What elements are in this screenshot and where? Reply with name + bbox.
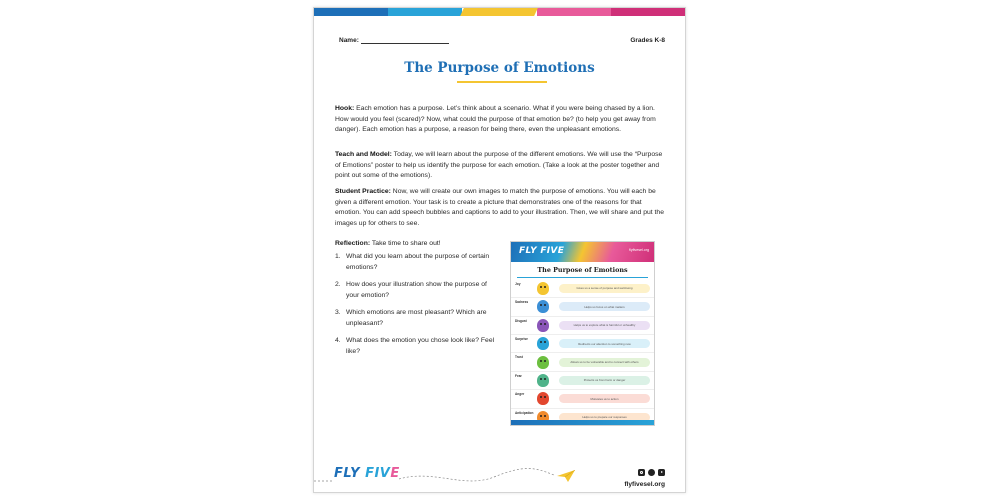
emotion-row — [511, 335, 654, 353]
practice-paragraph — [335, 187, 665, 229]
title-underline — [457, 81, 547, 83]
emotion-name: Surprise — [515, 336, 528, 341]
grades-label: Grades K-8 — [630, 37, 665, 44]
poster-footer-band — [511, 420, 654, 425]
emotion-purpose: Motivates us to action — [559, 394, 650, 403]
reflection-heading — [335, 239, 441, 249]
emotion-row — [511, 372, 654, 390]
question-item: 2. How does your illustration show the purpose of your emotion? — [335, 281, 487, 299]
social-links — [638, 469, 665, 476]
emotion-purpose: Helps us focus on what matters — [559, 302, 650, 311]
hook-label: Hook: — [335, 105, 355, 112]
reflection-label: Reflection: — [335, 240, 371, 247]
teach-label: Teach and Model: — [335, 151, 392, 158]
emotion-list — [511, 280, 654, 426]
hook-text: Each emotion has a purpose. Let’s think about a scenario. What if you were being chased by a lion. How would you feel (scared)? Now, what could the purpose of that emotion be? (to help you get away from danger). Each emotion has a purpose, a reason for being there, even the unpleasant emotions. — [335, 105, 656, 134]
emotion-row — [511, 390, 654, 408]
emotion-character-icon — [537, 356, 549, 369]
emotion-purpose: Allows us to be vulnerable and to connect with others — [559, 358, 650, 367]
emotion-name: Anticipation — [515, 410, 534, 415]
emotion-name: Sadness — [515, 300, 529, 305]
name-field[interactable] — [339, 37, 449, 44]
poster-site: flyfivesel.org — [629, 248, 649, 252]
youtube-icon[interactable] — [658, 469, 665, 476]
top-color-band — [314, 8, 685, 16]
fly-five-logo: FLY FIVE — [334, 466, 400, 481]
poster-title: The Purpose of Emotions — [537, 266, 628, 274]
emotion-purpose: Protects us from harm or danger — [559, 376, 650, 385]
facebook-icon[interactable] — [648, 469, 655, 476]
poster-logo: FLY FIVE — [519, 246, 565, 256]
emotion-purpose: Helps us to explore what is harmful or unhealthy — [559, 321, 650, 330]
instagram-icon[interactable] — [638, 469, 645, 476]
paper-plane-icon — [557, 470, 575, 482]
practice-text: Now, we will create our own images to match the purpose of emotions. You will each be given a different emotion. Your task is to create a picture that demonstrates one of the reasons for that emotion. You can add speech bubbles and captions to add to your illustration. Then, we will share and put the images up for others to see. — [335, 188, 664, 227]
purpose-of-emotions-poster — [510, 241, 655, 426]
question-item: 3. Which emotions are most pleasant? Which are unpleasant? — [335, 309, 487, 327]
emotion-character-icon — [537, 300, 549, 313]
poster-divider — [517, 277, 648, 278]
emotion-purpose: Helps us to prepare our responses — [559, 413, 650, 422]
emotion-character-icon — [537, 319, 549, 332]
emotion-row — [511, 280, 654, 298]
emotion-purpose: Gives us a sense of purpose and well-being — [559, 284, 650, 293]
teach-text: Today, we will learn about the purpose of the different emotions. We will use the “Purpose of Emotions” poster to help us identify the purpose for each emotion. (Take a look at the poster together and point out some of the emotions). — [335, 151, 663, 180]
reflection-questions — [335, 252, 495, 364]
name-label: Name: — [339, 37, 359, 44]
emotion-name: Joy — [515, 281, 521, 286]
emotion-character-icon — [537, 374, 549, 387]
worksheet-page — [313, 7, 686, 493]
question-item: 1. What did you learn about the purpose of certain emotions? — [335, 253, 490, 271]
emotion-row — [511, 353, 654, 371]
page-title: The Purpose of Emotions — [404, 60, 595, 76]
question-item: 4. What does the emotion you chose look like? Feel like? — [335, 337, 495, 355]
footer-site-link[interactable]: flyfivesel.org — [624, 481, 665, 488]
hook-paragraph — [335, 104, 665, 136]
emotion-character-icon — [537, 282, 549, 295]
emotion-name: Anger — [515, 392, 525, 397]
practice-label: Student Practice: — [335, 188, 391, 195]
name-blank-line[interactable] — [361, 38, 449, 44]
emotion-character-icon — [537, 392, 549, 405]
reflection-text: Take time to share out! — [370, 240, 441, 247]
poster-header — [511, 242, 654, 262]
emotion-row — [511, 317, 654, 335]
emotion-character-icon — [537, 337, 549, 350]
emotion-purpose: Redirects our attention to something new — [559, 339, 650, 348]
emotion-row — [511, 298, 654, 316]
emotion-name: Disgust — [515, 318, 527, 323]
emotion-name: Trust — [515, 355, 523, 360]
teach-paragraph — [335, 150, 665, 182]
emotion-name: Fear — [515, 373, 522, 378]
